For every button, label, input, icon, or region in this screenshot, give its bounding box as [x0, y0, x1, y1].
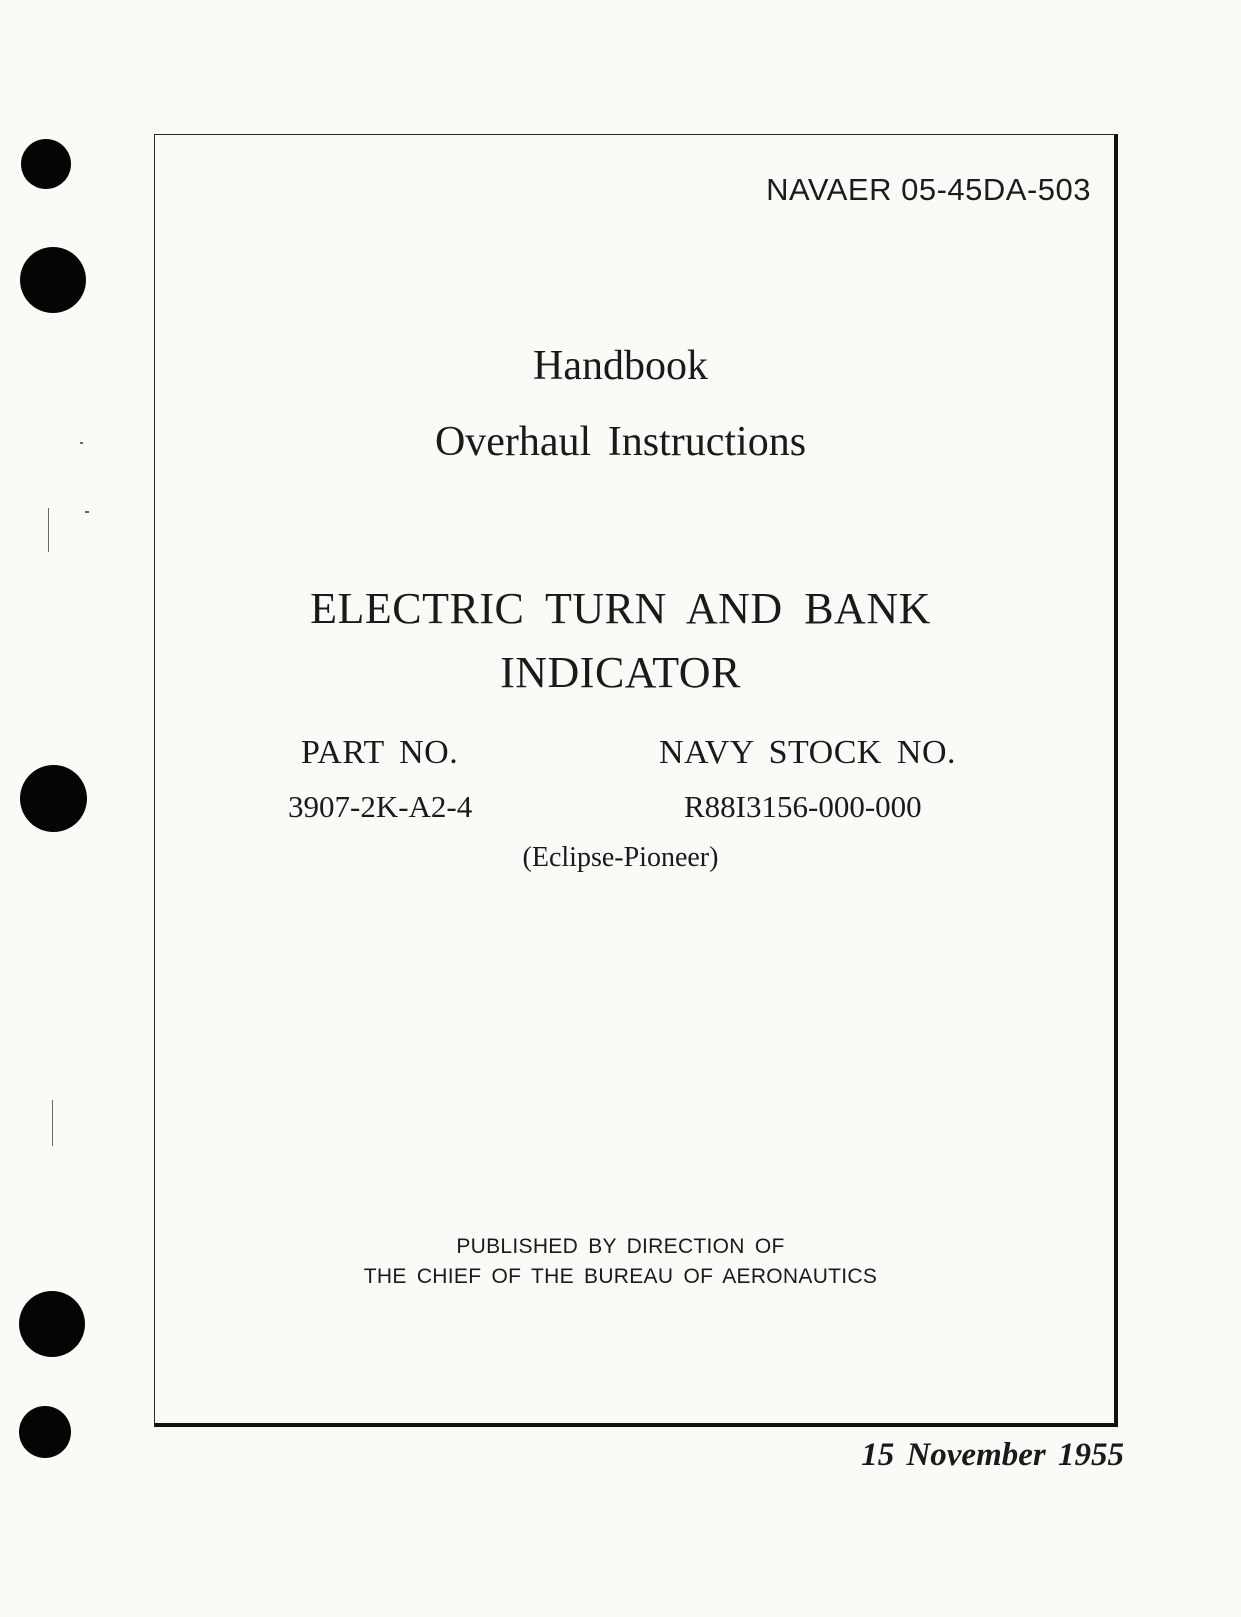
publisher-line-1: PUBLISHED BY DIRECTION OF	[456, 1235, 785, 1258]
document-title-line2: INDICATOR	[500, 648, 741, 697]
punch-hole-1	[21, 139, 71, 189]
punch-hole-4	[19, 1291, 85, 1357]
stock-number-label: NAVY STOCK NO.	[659, 734, 957, 771]
scan-mark	[85, 511, 89, 513]
document-number: NAVAER 05-45DA-503	[766, 172, 1091, 207]
document-title-line1: ELECTRIC TURN AND BANK	[310, 584, 931, 633]
punch-hole-2	[20, 247, 86, 313]
part-number-value: 3907-2K-A2-4	[288, 789, 473, 824]
part-number-label: PART NO.	[301, 734, 459, 771]
heading-overhaul-instructions: Overhaul Instructions	[434, 419, 807, 465]
publisher-line-2: THE CHIEF OF THE BUREAU OF AERONAUTICS	[363, 1265, 878, 1288]
stock-number-value: R88I3156-000-000	[684, 789, 922, 824]
publisher-statement	[0, 1232, 1241, 1292]
manufacturer: (Eclipse-Pioneer)	[522, 842, 719, 873]
heading-handbook: Handbook	[533, 343, 708, 389]
scan-mark	[48, 508, 49, 552]
punch-hole-3	[20, 765, 87, 832]
publication-date: 15 November 1955	[861, 1437, 1124, 1473]
scan-mark	[52, 1100, 53, 1146]
punch-hole-5	[19, 1406, 71, 1458]
